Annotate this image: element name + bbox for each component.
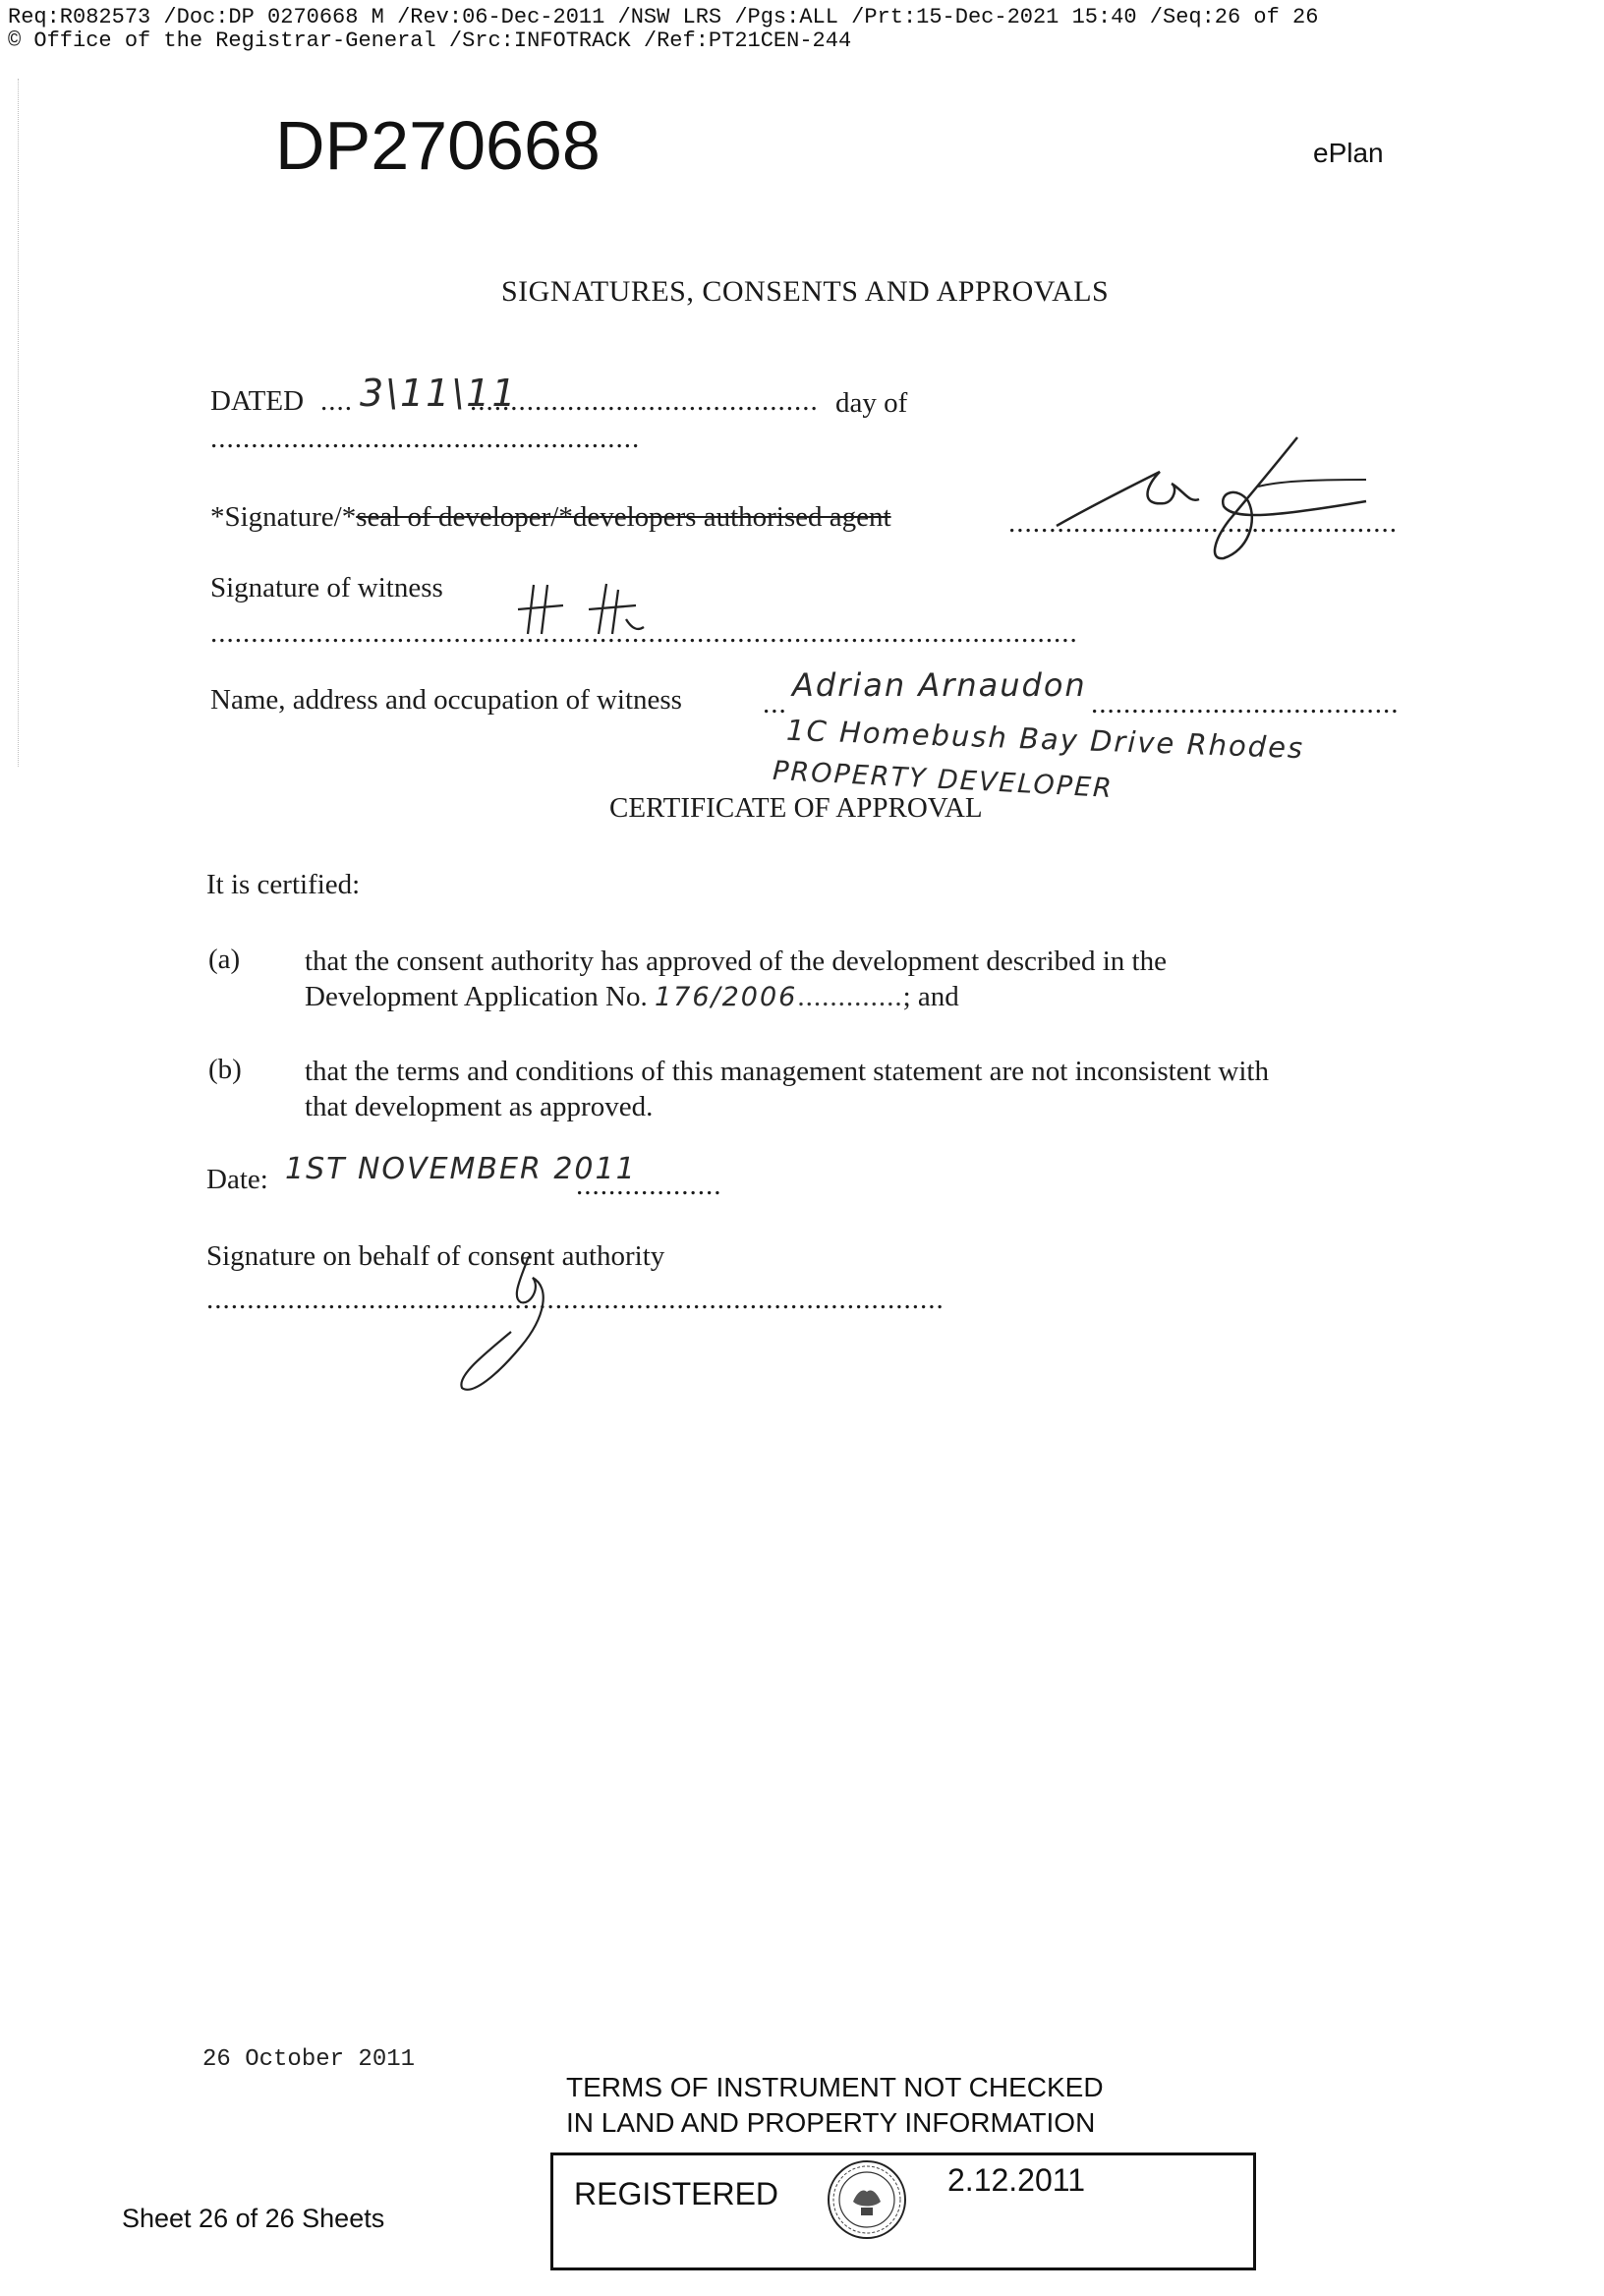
terms-line-2: IN LAND AND PROPERTY INFORMATION — [566, 2107, 1096, 2138]
witness-signature-label: Signature of witness — [210, 572, 443, 603]
header-copyright-line: © Office of the Registrar-General /Src:INFOTRACK /Ref:PT21CEN-244 — [8, 29, 852, 53]
signature-label: *Signature/* — [210, 501, 357, 533]
witness-occupation-handwritten: PROPERTY DEVELOPER — [772, 755, 1115, 805]
approval-date-label: Date: — [206, 1164, 268, 1195]
witness-address-handwritten: 1C Homebush Bay Drive Rhodes — [785, 713, 1305, 766]
consent-signature-label: Signature on behalf of consent authority — [206, 1240, 665, 1272]
registered-label: REGISTERED — [574, 2176, 779, 2211]
registrar-general-seal — [826, 2158, 908, 2241]
item-a-marker: (a) — [208, 944, 241, 975]
footer-date: 26 October 2011 — [202, 2046, 416, 2073]
eplan-tag: ePlan — [1313, 138, 1384, 168]
dated-handwritten: 3\11\11 — [360, 372, 518, 415]
item-a-dots: ............. — [797, 981, 903, 1012]
signature-struck-text: seal of developer/*developers authorised agent — [356, 501, 891, 533]
item-a-application-label: Development Application No. — [305, 981, 648, 1012]
item-a-line2 — [305, 981, 959, 1013]
witness-signature-dots: ........................................................................................................... — [210, 617, 1078, 649]
item-a-application-number: 176/2006 — [655, 982, 798, 1012]
dated-day-of: day of — [835, 387, 908, 419]
consent-authority-signature — [452, 1248, 590, 1406]
dated-month-dots: ..................................................... — [210, 423, 641, 454]
dated-dots-2: ........................................... — [470, 385, 819, 417]
item-b-marker: (b) — [208, 1054, 242, 1085]
scan-edge-artifact — [18, 79, 19, 767]
signature-dots: ................................................ — [1008, 507, 1398, 539]
item-a-suffix: ; and — [902, 981, 959, 1012]
item-b-line1: that the terms and conditions of this management statement are not inconsistent with — [305, 1056, 1269, 1087]
sheet-number: Sheet 26 of 26 Sheets — [122, 2204, 385, 2233]
item-a-line1: that the consent authority has approved of the development described in the — [305, 946, 1167, 977]
witness-signature — [516, 580, 654, 639]
dated-label: DATED — [210, 385, 305, 417]
witness-details-dots-2: ...................................... — [1091, 688, 1400, 719]
plan-number: DP270668 — [275, 107, 601, 184]
witness-details-dots-1: ... — [763, 688, 787, 719]
item-b-line2: that development as approved. — [305, 1091, 654, 1122]
terms-line-1: TERMS OF INSTRUMENT NOT CHECKED — [566, 2072, 1104, 2102]
section-title: SIGNATURES, CONSENTS AND APPROVALS — [501, 275, 1110, 308]
approval-date-handwritten: 1ST NOVEMBER 2011 — [285, 1152, 637, 1186]
certificate-intro: It is certified: — [206, 869, 361, 900]
registered-date: 2.12.2011 — [947, 2162, 1085, 2198]
header-request-line: Req:R082573 /Doc:DP 0270668 M /Rev:06-Dec-2011 /NSW LRS /Pgs:ALL /Prt:15-Dec-2021 15:40 /Seq:26 of 26 — [8, 5, 1319, 29]
consent-signature-dots: ........................................................................................... — [206, 1284, 945, 1315]
witness-name-handwritten: Adrian Arnaudon — [792, 666, 1087, 704]
approval-date-dots: .................. — [576, 1170, 722, 1201]
dated-dots-1: .... — [320, 385, 353, 417]
witness-details-label: Name, address and occupation of witness — [210, 684, 682, 716]
developer-signature — [1052, 432, 1386, 570]
certificate-title: CERTIFICATE OF APPROVAL — [609, 792, 983, 824]
signature-line — [210, 501, 891, 534]
